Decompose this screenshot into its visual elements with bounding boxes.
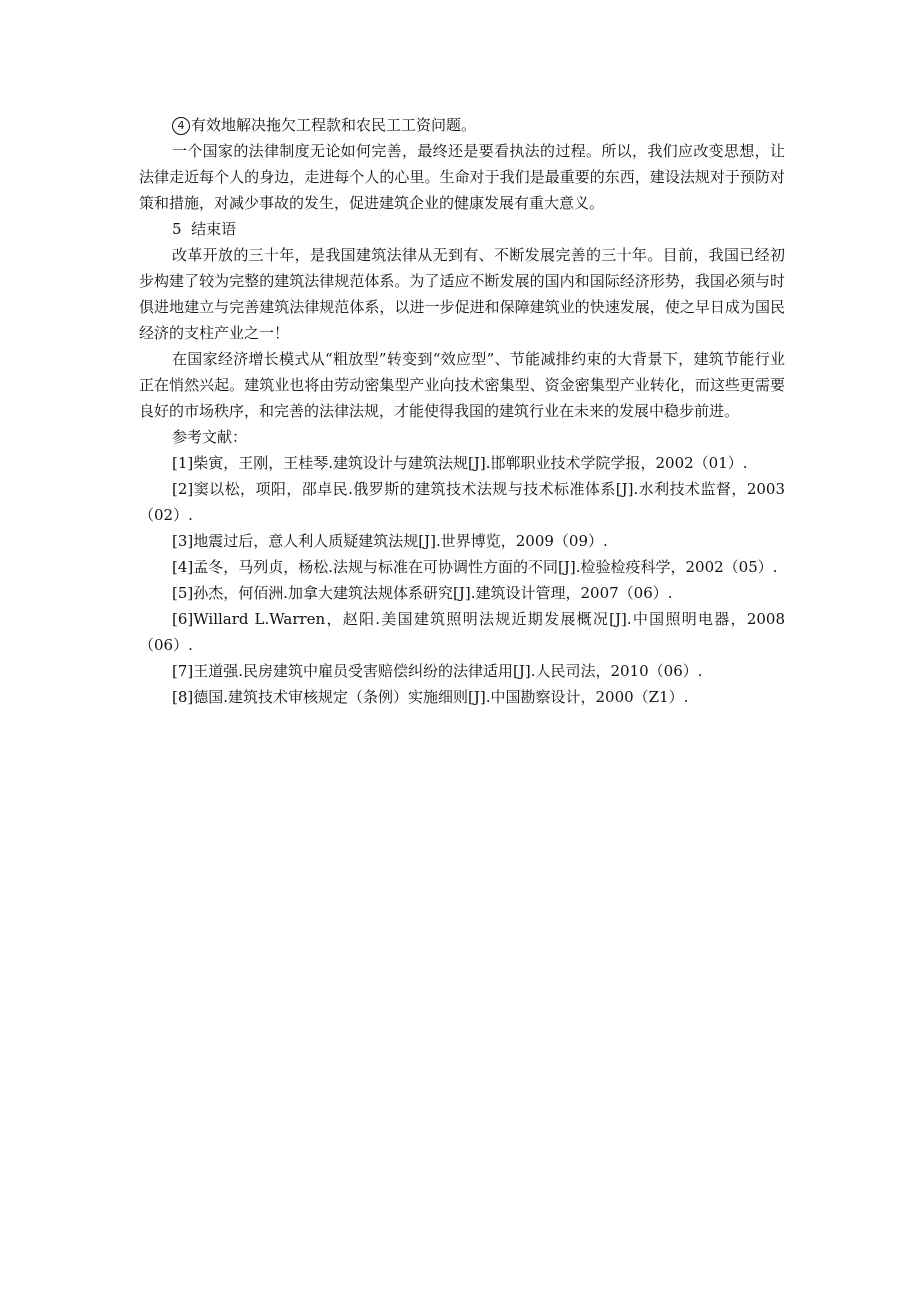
reference-item-1: [1]柴寅，王刚，王桂琴.建筑设计与建筑法规[J].邯郸职业技术学院学报，2002（01）. [172, 454, 748, 472]
reference-item-6: [6]Willard L.Warren，赵阳.美国建筑照明法规近期发展概况[J].中国照明电器，2008（06）. [139, 610, 785, 654]
references-heading: 参考文献： [172, 428, 248, 446]
list-item-4-text: 有效地解决拖欠工程款和农民工工资问题。 [191, 116, 477, 134]
circled-number-four: 4 [172, 117, 190, 135]
reference-item-3: [3]地震过后，意人利人质疑建筑法规[J].世界博览，2009（09）. [172, 532, 608, 550]
reference-item-8: [8]德国.建筑技术审核规定（条例）实施细则[J].中国勘察设计，2000（Z1）. [172, 688, 689, 706]
reference-item-4: [4]孟冬，马列贞，杨松.法规与标准在可协调性方面的不同[J].检验检疫科学，2002（05）. [172, 558, 778, 576]
paragraph-reform: 改革开放的三十年，是我国建筑法律从无到有、不断发展完善的三十年。目前，我国已经初步构建了较为完整的建筑法律规范体系。为了适应不断发展的国内和国际经济形势，我国必须与时俱进地建立与完善建筑法律规范体系，以进一步促进和保障建筑业的快速发展，使之早日成为国民经济的支柱产业之一！ [139, 246, 785, 342]
list-item-4 [139, 112, 785, 138]
reference-item-7: [7]王道强.民房建筑中雇员受害赔偿纠纷的法律适用[J].人民司法，2010（06）. [172, 662, 703, 680]
paragraph-growth-model: 在国家经济增长模式从“粗放型”转变到“效应型”、节能减排约束的大背景下，建筑节能行业正在悄然兴起。建筑业也将由劳动密集型产业向技术密集型、资金密集型产业转化，而这些更需要良好的市场秩序，和完善的法律法规，才能使得我国的建筑行业在未来的发展中稳步前进。 [139, 350, 785, 420]
reference-item-2: [2]窦以松，项阳，邵卓民.俄罗斯的建筑技术法规与技术标准体系[J].水利技术监督，2003（02）. [139, 480, 785, 524]
reference-item-5: [5]孙杰，何佰洲.加拿大建筑法规体系研究[J].建筑设计管理，2007（06）. [172, 584, 673, 602]
section-heading-conclusion: 5 结束语 [172, 220, 237, 238]
document-body [139, 112, 785, 710]
paragraph-law-enforcement: 一个国家的法律制度无论如何完善，最终还是要看执法的过程。所以，我们应改变思想，让法律走近每个人的身边，走进每个人的心里。生命对于我们是最重要的东西，建设法规对于预防对策和措施，对减少事故的发生，促进建筑企业的健康发展有重大意义。 [139, 142, 785, 212]
